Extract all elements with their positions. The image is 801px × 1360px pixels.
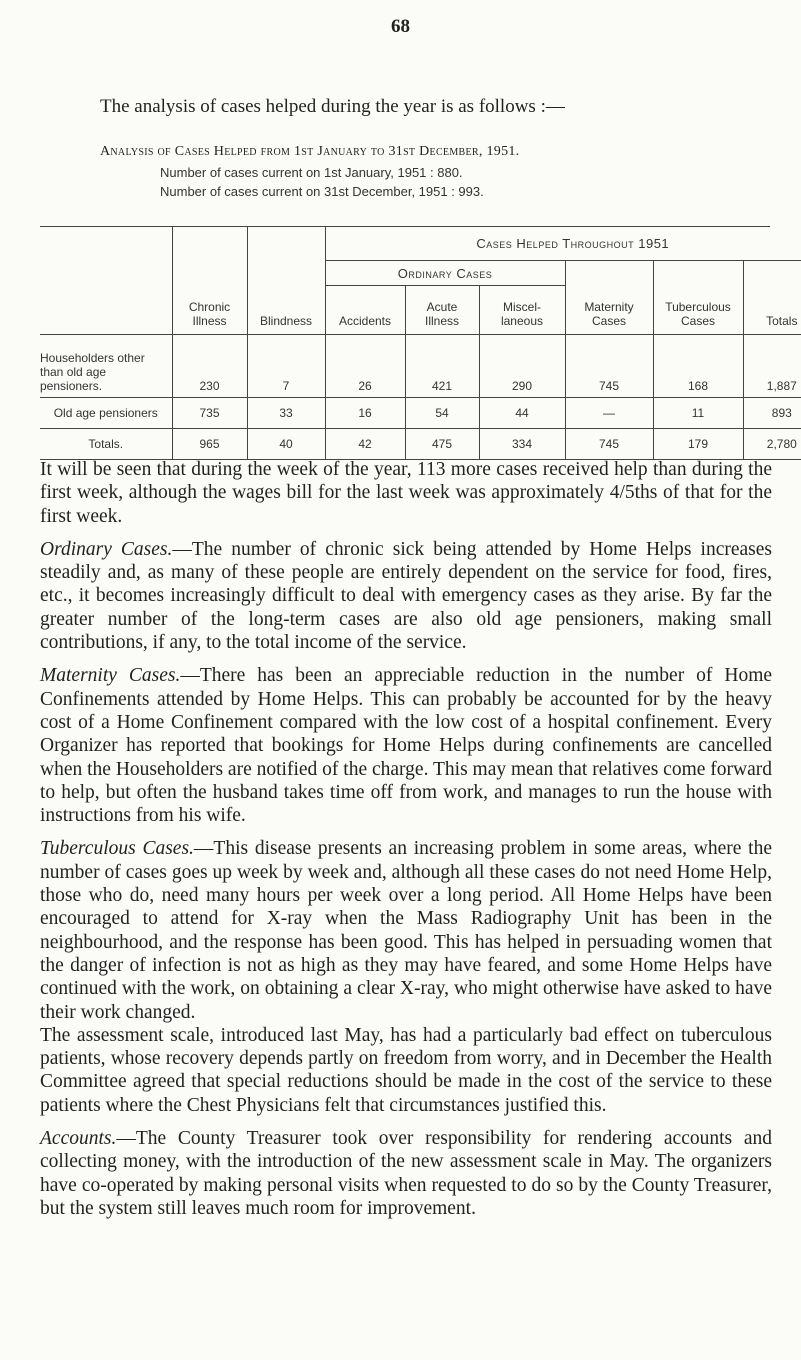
col-blindness: Blindness: [247, 226, 325, 335]
col-totals: Totals: [743, 261, 801, 335]
cell-chronic: 735: [172, 398, 247, 429]
intro-line: The analysis of cases helped during the year is as follows :—: [100, 96, 565, 117]
cell-maternity: 745: [565, 335, 653, 398]
body-text: [40, 458, 772, 1230]
cell-misc: 334: [479, 429, 565, 460]
heading-ordinary-cases: Ordinary Cases.: [40, 538, 173, 560]
row-label-header: [40, 226, 172, 335]
col-miscellaneous: Miscel- laneous: [479, 286, 565, 335]
row-label: Totals.: [40, 429, 172, 460]
cell-accidents: 42: [325, 429, 405, 460]
text-tuberculous-cases: —This disease presents an increasing problem in some areas, where the number of cases goes up week by week and, although all these cases do not need Home Help, those who do, need many hours per week over a long period. All Home Helps have been encouraged to attend for X-ray when the Mass Radiography Unit has been in the neighbourhood, and the response has been good. This has helped in persuading women that the danger of infection is not as high as they may have feared, and some Home Helps have continued with the work, on obtaining a clear X-ray, who might otherwise have asked to have their work changed.: [40, 838, 773, 1023]
col-tuberculous-cases: Tuberculous Cases: [653, 261, 743, 335]
heading-maternity-cases: Maternity Cases.: [40, 665, 181, 687]
cell-totals: 1,887: [743, 335, 801, 398]
cell-acute: 54: [405, 398, 479, 429]
cell-accidents: 26: [325, 335, 405, 398]
text-ordinary-cases: —The number of chronic sick being attended by Home Helps increases steadily and, as many of these people are entirely dependent on the service for food, fires, etc., it becomes increasingly difficult to deal with emergency cases as they arise. By far the greater number of the long-term cases are also old age pensioners, making small contributions, if any, to the total income of the service.: [40, 538, 772, 654]
paragraph-accounts: [40, 1127, 772, 1220]
col-accidents: Accidents: [325, 286, 405, 335]
paragraph-summary: It will be seen that during the week of the year, 113 more cases received help than during the first week, although the wages bill for the last week was approximately 4/5ths of that for the first week.: [40, 459, 772, 527]
cell-totals: 893: [743, 398, 801, 429]
page-number: 68: [391, 16, 410, 37]
cell-blindness: 40: [247, 429, 325, 460]
table-title: Analysis of Cases Helped from 1st January to 31st December, 1951.: [100, 144, 520, 159]
row-label: Old age pensioners: [40, 398, 172, 429]
text-maternity-cases: —There has been an appreciable reduction in the number of Home Confinements attended by Home Helps. This can probably be accounted for by the heavy cost of a Home Confinement compared with the low cost of a hospital confinement. Every Organizer has reported that bookings for Home Helps during confinements are cancelled when the Householders are notified of the charge. This may mean that relatives come forward to help, but often the husband takes time off from work, and manages to run the house with instructions from his wife.: [40, 665, 773, 827]
cell-tb: 168: [653, 335, 743, 398]
cell-maternity: —: [565, 398, 653, 429]
cell-misc: 44: [479, 398, 565, 429]
row-label: Householders other than old age pensioners.: [40, 335, 172, 398]
group-header-cases-helped: Cases Helped Throughout 1951: [325, 226, 801, 261]
cell-tb: 11: [653, 398, 743, 429]
text-accounts: —The County Treasurer took over responsibility for rendering accounts and collecting money, with the introduction of the new assessment scale in May. The organizers have co-operated by making personal visits when requested to do so by the County Treasurer, but the system still leaves much room for improvement.: [40, 1128, 772, 1219]
cell-chronic: 965: [172, 429, 247, 460]
cell-acute: 475: [405, 429, 479, 460]
cell-accidents: 16: [325, 398, 405, 429]
heading-accounts: Accounts.: [40, 1128, 117, 1150]
cell-misc: 290: [479, 335, 565, 398]
cell-tb: 179: [653, 429, 743, 460]
col-acute-illness: Acute Illness: [405, 286, 479, 335]
heading-tuberculous-cases: Tuberculous Cases.: [40, 838, 194, 860]
cases-table: [40, 226, 801, 460]
cases-current-start: Number of cases current on 1st January, 1951 : 880.: [160, 165, 463, 180]
table-row: [40, 335, 801, 398]
col-chronic-illness: Chronic Illness: [172, 226, 247, 335]
cell-acute: 421: [405, 335, 479, 398]
cell-totals: 2,780: [743, 429, 801, 460]
col-maternity-cases: Maternity Cases: [565, 261, 653, 335]
paragraph-ordinary-cases: [40, 538, 772, 654]
paragraph-assessment-scale: The assessment scale, introduced last May, has had a particularly bad effect on tuberculous patients, whose recovery depends partly on freedom from worry, and in December the Health Committee agreed that special reductions should be made in the cost of the service to these patients where the Chest Physicians felt that circumstances justified this.: [40, 1024, 772, 1116]
paragraph-maternity-cases: [40, 664, 772, 827]
cases-current-end: Number of cases current on 31st December, 1951 : 993.: [160, 184, 484, 199]
cell-blindness: 33: [247, 398, 325, 429]
table-row: [40, 398, 801, 429]
cell-maternity: 745: [565, 429, 653, 460]
table-row: [40, 429, 801, 460]
cell-blindness: 7: [247, 335, 325, 398]
cell-chronic: 230: [172, 335, 247, 398]
paragraph-tuberculous-cases: [40, 837, 772, 1023]
group-header-ordinary-cases: Ordinary Cases: [325, 261, 565, 286]
